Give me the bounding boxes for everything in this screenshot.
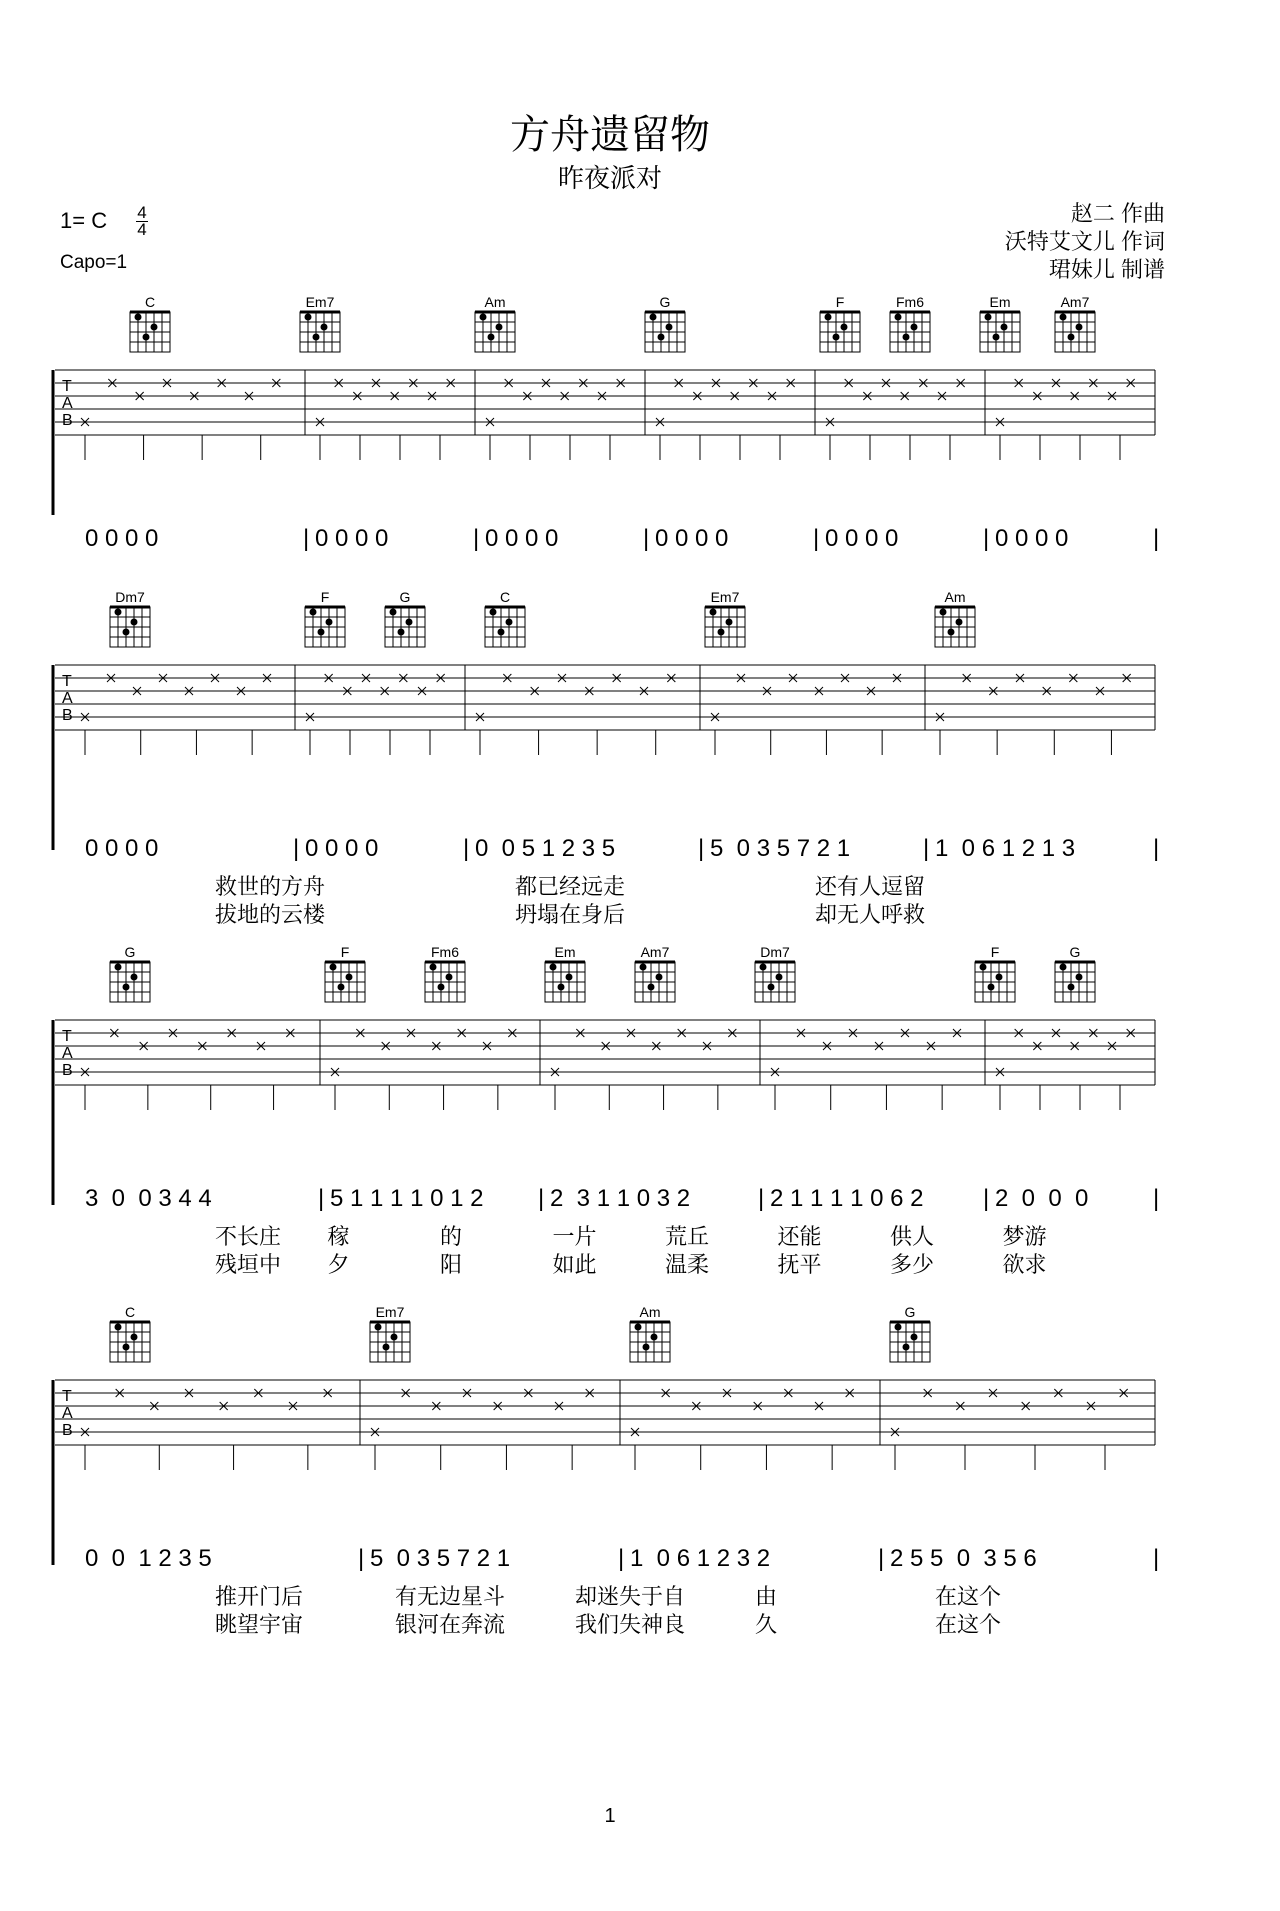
chord-name: G [904,1304,916,1320]
notation-bar: 5 0 3 5 7 2 1 [370,1545,511,1572]
bar-separator: | [643,525,650,552]
chord-name: G [124,944,136,960]
capo-label: Capo=1 [60,252,128,273]
lyric-phrase: 如此 [552,1252,597,1277]
notation-bar: 2 5 5 0 3 5 6 [890,1545,1037,1572]
arranger-credit: 珺妹儿 制谱 [1048,257,1165,282]
notation-bar: 1 0 6 1 2 1 3 [935,835,1076,862]
chord-name: Am7 [1060,294,1090,310]
chord-name: Em [989,294,1011,310]
chord-diagram [1055,962,1095,1002]
lyric-phrase: 不长庄 [215,1224,282,1249]
notation-bar: 0 0 0 0 [485,525,559,552]
chord-diagram [110,607,150,647]
chord-diagram [425,962,465,1002]
bar-separator: | [878,1545,885,1572]
lyric-phrase: 却无人呼救 [815,902,926,927]
bar-separator: | [813,525,820,552]
chord-name: F [340,944,350,960]
bar-separator: | [1153,525,1160,552]
chord-diagram [935,607,975,647]
tab-letter: T [62,1388,72,1405]
lyric-phrase: 的 [440,1224,463,1249]
notation-bar: 2 0 0 0 [995,1185,1089,1212]
tab-letter: B [62,1062,73,1079]
chord-diagram [130,312,170,352]
lyric-phrase: 坍塌在身后 [515,902,626,927]
song-title: 方舟遗留物 [510,113,710,157]
bar-separator: | [923,835,930,862]
chord-diagram [755,962,795,1002]
notation-bar: 0 0 0 0 [655,525,729,552]
lyric-phrase: 多少 [890,1252,935,1277]
lyric-phrase: 久 [755,1612,778,1637]
chord-diagram [110,1322,150,1362]
chord-name: C [124,1304,136,1320]
chord-name: G [399,589,411,605]
chord-name: Dm7 [760,944,790,960]
bar-separator: | [1153,835,1160,862]
bar-separator: | [318,1185,325,1212]
lyric-phrase: 温柔 [665,1252,710,1277]
lyric-phrase: 夕 [327,1252,350,1277]
tab-letter: A [62,1045,73,1062]
notation-bar: 0 0 0 0 [305,835,379,862]
chord-name: Am [944,589,966,605]
chord-diagram [110,962,150,1002]
lyric-phrase: 都已经远走 [515,874,626,899]
chord-name: Em7 [305,294,335,310]
notation-bar: 2 3 1 1 0 3 2 [550,1185,691,1212]
chord-diagram [545,962,585,1002]
chord-diagram [890,312,930,352]
tab-letter: B [62,1422,73,1439]
lyricist-credit: 沃特艾文儿 作词 [1004,229,1165,254]
lyric-phrase: 一片 [552,1224,597,1249]
chord-name: Em7 [375,1304,405,1320]
notation-bar: 0 0 0 0 [85,525,159,552]
tab-letter: T [62,378,72,395]
chord-diagram [645,312,685,352]
lyric-phrase: 拔地的云楼 [215,902,326,927]
tab-letter: B [62,707,73,724]
chord-name: F [320,589,330,605]
chord-name: F [835,294,845,310]
credits [1005,200,1165,284]
lyric-phrase: 眺望宇宙 [215,1612,304,1637]
page-number: 1 [604,1805,616,1827]
notation-bar: 0 0 0 0 [315,525,389,552]
bar-separator: | [983,1185,990,1212]
tab-letter: B [62,412,73,429]
tab-system-3 [0,940,1280,1277]
tab-letter: T [62,1028,72,1045]
notation-bar: 0 0 1 2 3 5 [85,1545,212,1572]
chord-diagram [1055,312,1095,352]
chord-name: Am7 [640,944,670,960]
notation-bar: 5 1 1 1 1 0 1 2 [330,1185,484,1212]
artist-name: 昨夜派对 [557,163,662,193]
tab-letter: T [62,673,72,690]
bar-separator: | [983,525,990,552]
chord-name: Dm7 [115,589,145,605]
chord-diagram [370,1322,410,1362]
chord-diagram [475,312,515,352]
lyric-phrase: 荒丘 [665,1224,710,1249]
key-signature: 1= C [60,208,108,233]
chord-name: C [499,589,511,605]
bar-separator: | [358,1545,365,1572]
chord-diagram [325,962,365,1002]
chord-name: Fm6 [431,944,459,960]
notation-bar: 2 1 1 1 1 0 6 2 [770,1185,924,1212]
tab-letter: A [62,395,73,412]
lyric-phrase: 欲求 [1002,1252,1047,1277]
lyric-phrase: 还能 [777,1224,822,1249]
notation-bar: 0 0 0 0 [85,835,159,862]
time-signature: 4 4 [137,203,147,239]
chord-diagram [820,312,860,352]
bar-separator: | [538,1185,545,1212]
chord-diagram [300,312,340,352]
composer-credit: 赵二 作曲 [1070,201,1165,226]
chord-name: C [144,294,156,310]
lyric-phrase: 梦游 [1002,1224,1047,1249]
chord-name: F [990,944,1000,960]
chord-name: Em [554,944,576,960]
notation-bar: 5 0 3 5 7 2 1 [710,835,851,862]
tab-system-1 [0,290,1280,580]
lyric-phrase: 残垣中 [215,1252,282,1277]
chord-name: Fm6 [896,294,924,310]
lyric-phrase: 在这个 [935,1612,1002,1637]
chord-name: Am [639,1304,661,1320]
bar-separator: | [293,835,300,862]
lyric-phrase: 推开门后 [215,1584,304,1609]
tab-letter: A [62,1405,73,1422]
tab-system-2 [0,585,1280,927]
lyric-phrase: 还有人逗留 [815,874,926,899]
lyric-phrase: 阳 [440,1252,463,1277]
chord-name: Am [484,294,506,310]
lyric-phrase: 稼 [327,1224,350,1249]
chord-diagram [385,607,425,647]
bar-separator: | [758,1185,765,1212]
chord-diagram [975,962,1015,1002]
lyric-phrase: 却迷失于自 [575,1584,686,1609]
lyric-phrase: 我们失神良 [575,1612,686,1637]
lyric-phrase: 有无边星斗 [395,1584,506,1609]
chord-diagram [305,607,345,647]
tab-system-4 [0,1300,1280,1637]
chord-name: G [659,294,671,310]
chord-diagram [485,607,525,647]
bar-separator: | [1153,1545,1160,1572]
lyric-phrase: 供人 [890,1224,935,1249]
bar-separator: | [618,1545,625,1572]
bar-separator: | [463,835,470,862]
bar-separator: | [303,525,310,552]
notation-bar: 3 0 0 3 4 4 [85,1185,212,1212]
bar-separator: | [1153,1185,1160,1212]
lyric-phrase: 由 [755,1584,778,1609]
notation-bar: 1 0 6 1 2 3 2 [630,1545,771,1572]
bar-separator: | [473,525,480,552]
notation-bar: 0 0 5 1 2 3 5 [475,835,616,862]
chord-diagram [630,1322,670,1362]
lyric-phrase: 银河在奔流 [395,1612,506,1637]
chord-diagram [980,312,1020,352]
chord-name: G [1069,944,1081,960]
notation-bar: 0 0 0 0 [825,525,899,552]
chord-diagram [635,962,675,1002]
chord-name: Em7 [710,589,740,605]
tab-letter: A [62,690,73,707]
notation-bar: 0 0 0 0 [995,525,1069,552]
lyric-phrase: 抚平 [777,1252,822,1277]
chord-diagram [890,1322,930,1362]
lyric-phrase: 在这个 [935,1584,1002,1609]
bar-separator: | [698,835,705,862]
chord-diagram [705,607,745,647]
lyric-phrase: 救世的方舟 [215,874,326,899]
